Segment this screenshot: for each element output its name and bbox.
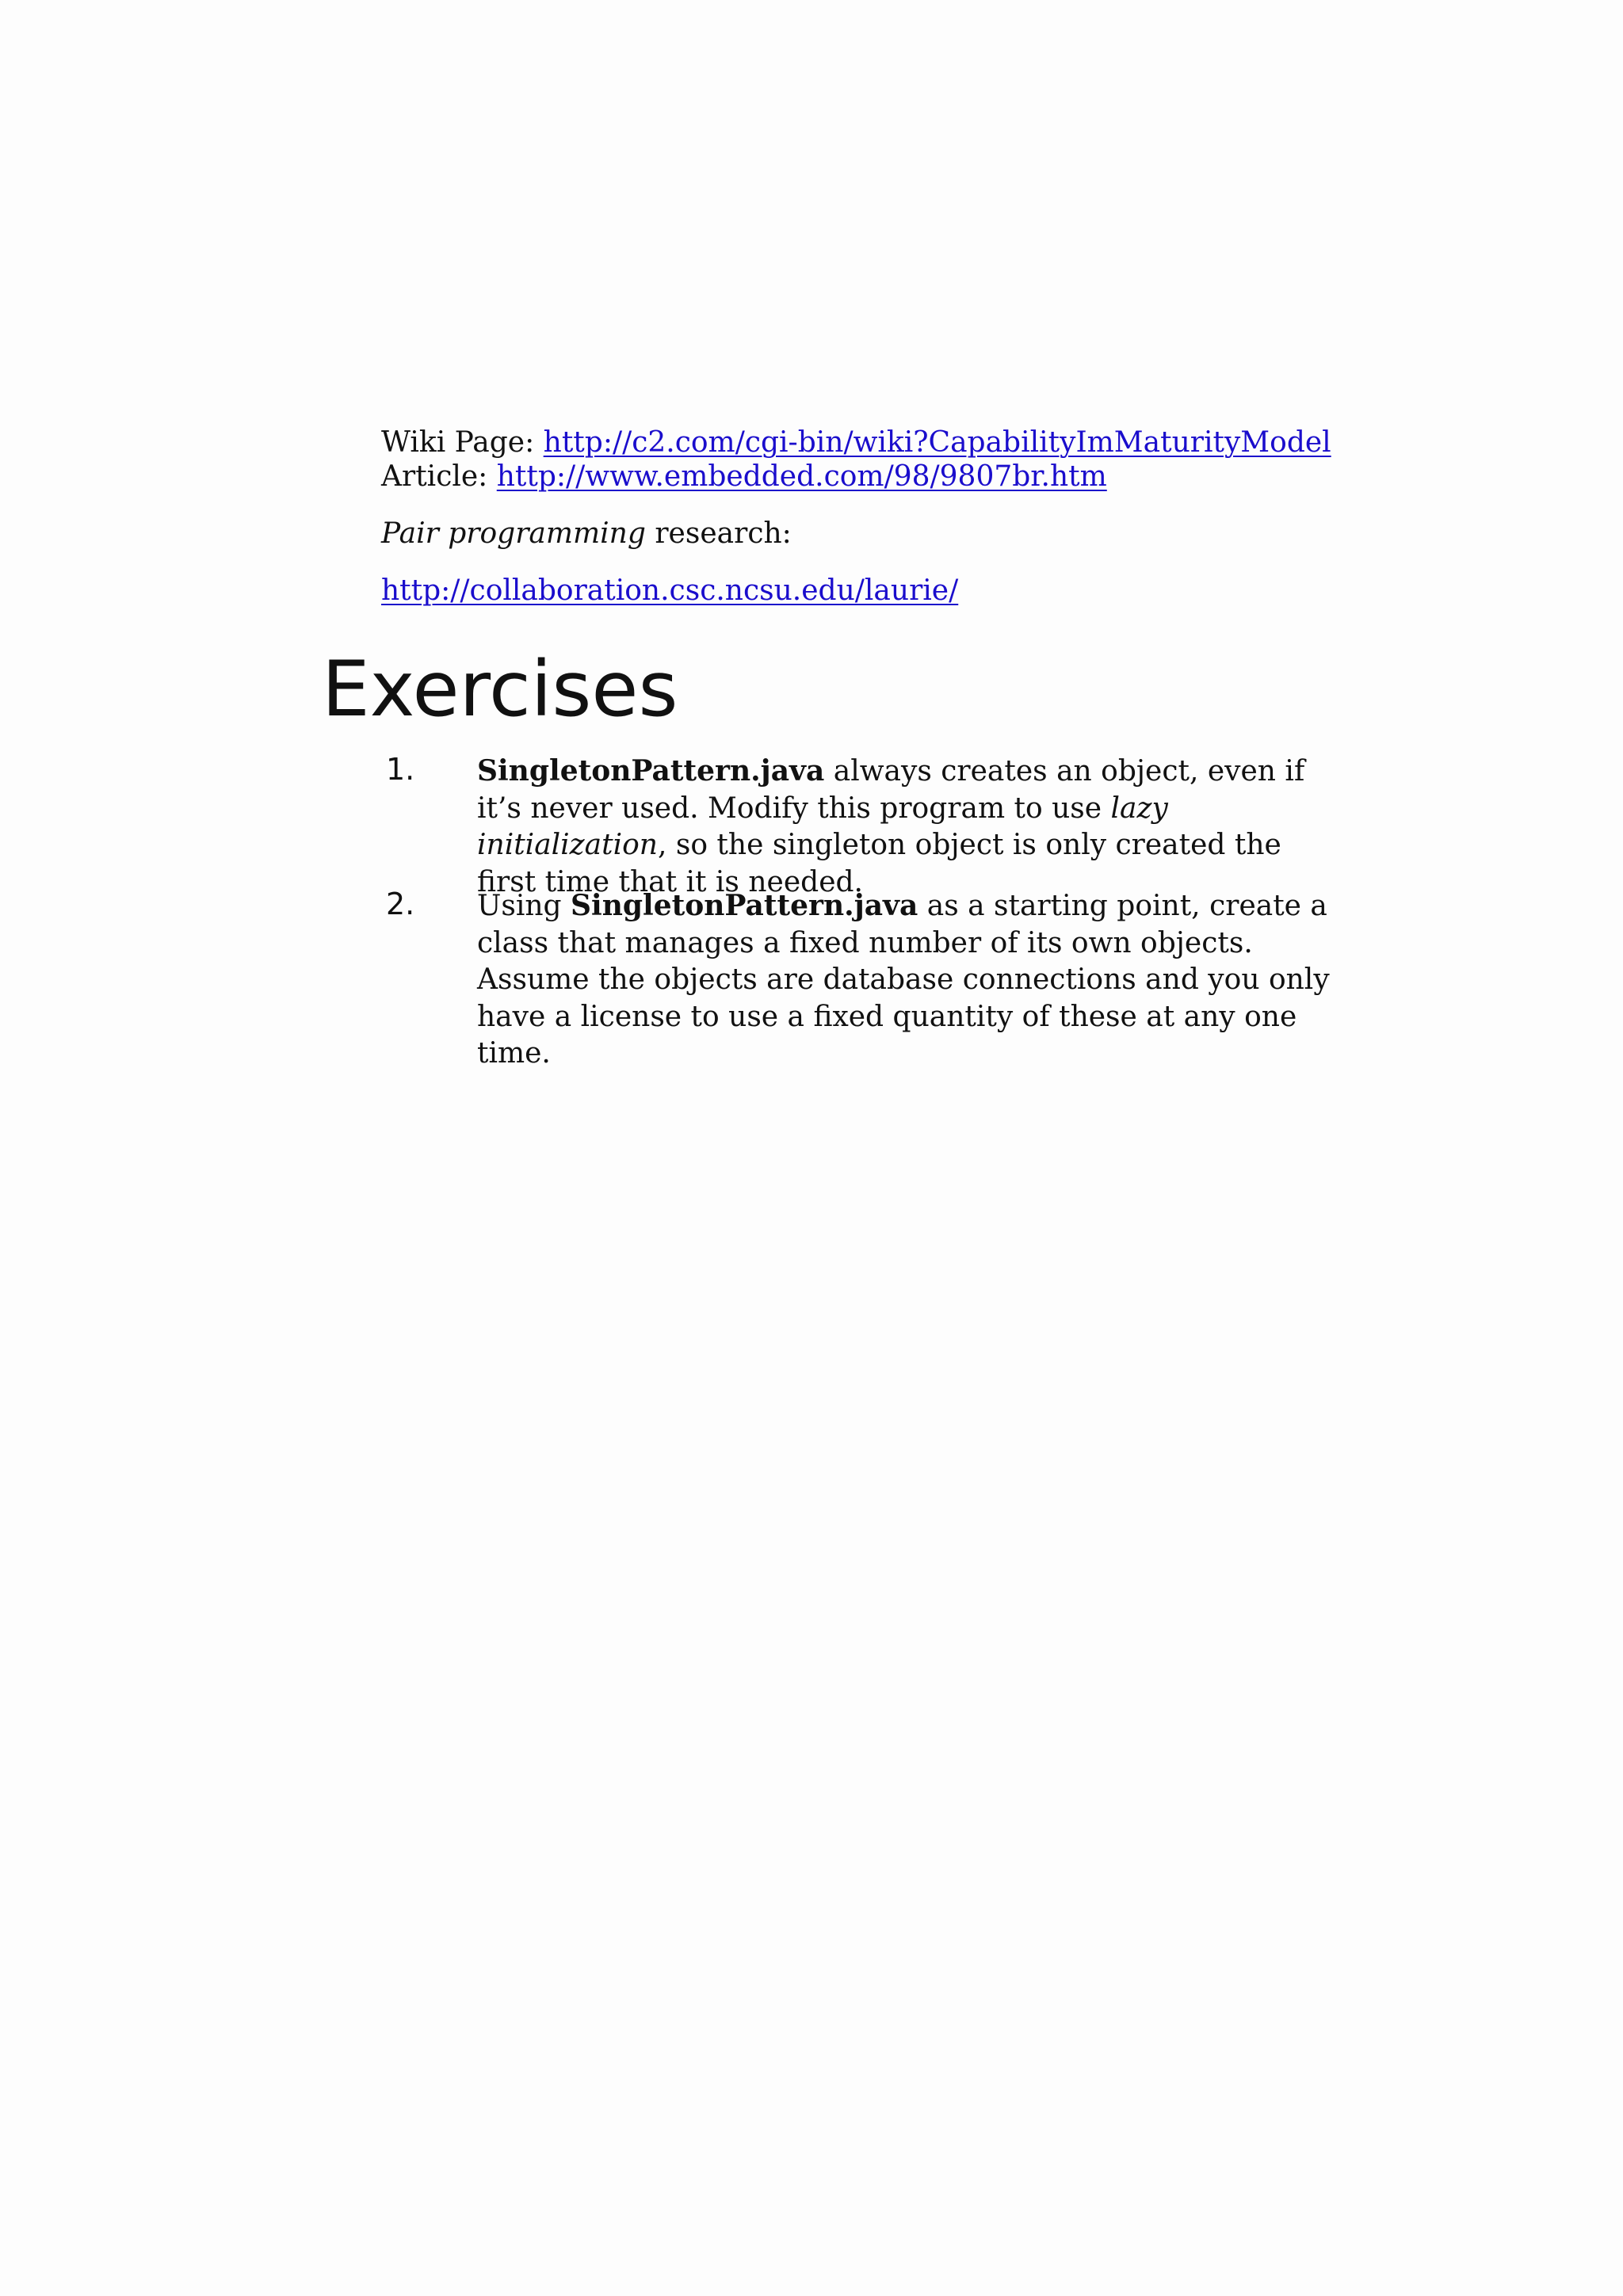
exercises-heading: Exercises <box>322 645 678 734</box>
pair-programming-link[interactable]: http://collaboration.csc.ncsu.edu/laurie/ <box>381 574 959 607</box>
exercise-emphasis: lazy initialization <box>477 791 1168 861</box>
exercise-text <box>477 753 1349 901</box>
exercise-filename: SingletonPattern.java <box>571 889 918 922</box>
wiki-link[interactable]: http://c2.com/cgi-bin/wiki?CapabilityImMaturityModel <box>543 426 1331 459</box>
exercise-text-part: always creates an object, even if it’s never used. Modify this program to use <box>477 755 1305 825</box>
exercise-text <box>477 887 1349 1073</box>
exercise-text-part: , so the singleton object is only created the first time that it is needed. <box>477 829 1281 898</box>
article-label: Article: <box>381 460 488 493</box>
exercise-number: 1. <box>386 752 415 787</box>
article-reference <box>381 460 1570 494</box>
exercise-text-part: as a starting point, create a class that manages a fixed number of its own objects. Assume the objects are database connections and you only have a license to use a fixed quantity of these at any one time. <box>477 890 1330 1070</box>
exercise-text-part: Using <box>477 890 571 922</box>
article-link[interactable]: http://www.embedded.com/98/9807br.htm <box>496 460 1107 493</box>
reference-links <box>381 425 1570 494</box>
wiki-reference <box>381 425 1570 460</box>
pair-programming-link-line <box>381 574 958 608</box>
pair-programming-emphasis: Pair programming <box>381 517 646 550</box>
pair-programming-rest: research: <box>645 517 792 550</box>
wiki-label: Wiki Page: <box>381 426 535 459</box>
pair-programming-heading <box>381 517 792 551</box>
exercise-number: 2. <box>386 887 415 921</box>
exercise-filename: SingletonPattern.java <box>477 754 825 788</box>
